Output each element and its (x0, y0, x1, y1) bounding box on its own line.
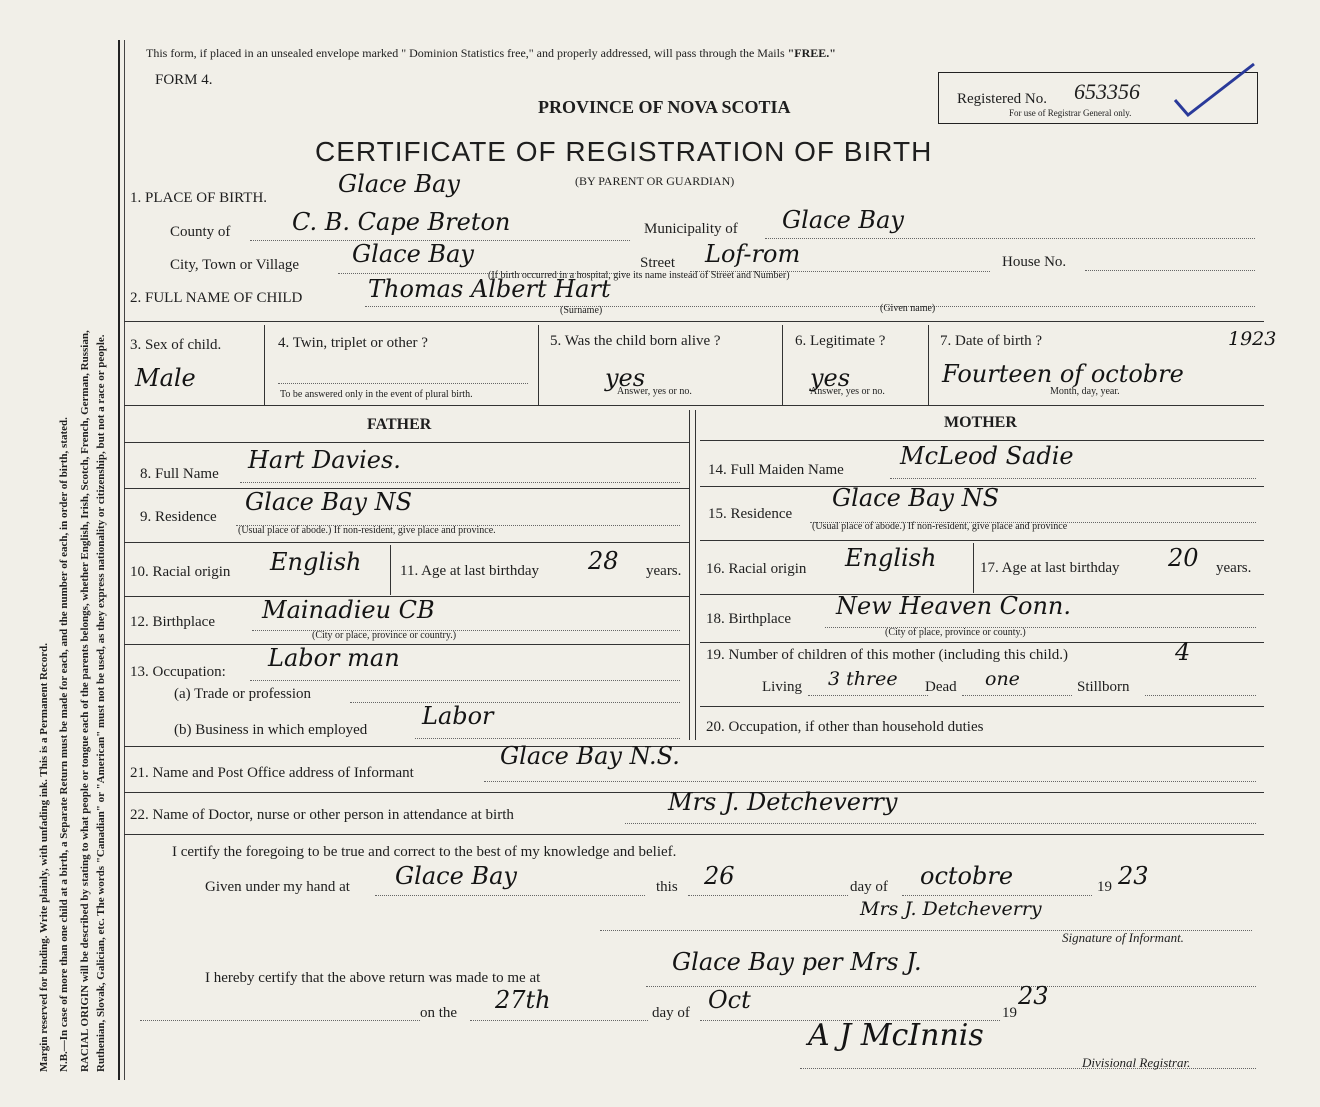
check-mark-icon (1170, 60, 1260, 120)
father-age-unit: years. (646, 563, 682, 579)
stillborn-line (1145, 695, 1256, 696)
col-divider-3 (782, 325, 783, 405)
sex-value: Male (135, 364, 196, 392)
day-of-label: day of (850, 879, 888, 895)
registrar-year-value: 23 (1018, 982, 1049, 1010)
father-residence-value: Glace Bay NS (245, 488, 413, 516)
given-at-label: Given under my hand at (205, 879, 350, 895)
twin-note: To be answered only in the event of plural birth. (280, 389, 473, 400)
twin-line (278, 383, 528, 384)
father-residence-label: 9. Residence (140, 509, 217, 525)
registrar-caption: Divisional Registrar. (1082, 1055, 1191, 1070)
father-residence-note: (Usual place of abode.) If non-resident, give place and province. (238, 525, 496, 536)
rule-after-row3 (124, 405, 1264, 406)
dead-value: one (985, 668, 1020, 690)
child-name-value: Thomas Albert Hart (368, 275, 611, 303)
child-name-line (365, 306, 1255, 307)
living-line (808, 695, 928, 696)
form-number: FORM 4. (155, 72, 213, 88)
mother-birthplace-value: New Heaven Conn. (836, 592, 1072, 620)
mother-race-value: English (845, 544, 937, 572)
business-line (415, 738, 680, 739)
doctor-label: 22. Name of Doctor, nurse or other person in attendance at birth (130, 807, 514, 823)
mail-free: "FREE." (787, 46, 836, 60)
alive-note: Answer, yes or no. (617, 386, 692, 397)
given-place-value: Glace Bay (395, 862, 517, 890)
house-line (1085, 270, 1255, 271)
col-divider-1 (264, 325, 265, 405)
father-row9-rule (124, 542, 689, 543)
father-occupation-line (250, 680, 680, 681)
given-year-value: 23 (1118, 862, 1149, 890)
day-line (688, 895, 848, 896)
col-divider-2 (538, 325, 539, 405)
margin-note-1: Margin reserved for binding. Write plainly, with unfading ink. This is a Permanent Record. (38, 643, 50, 1072)
mail-notice-text: This form, if placed in an unsealed envelope marked " Dominion Statistics free," and properly addressed, will pass through the Mails (146, 46, 785, 60)
margin-note-2: N.B.—In case of more than one child at a birth, a Separate Return must be made for each, and the number of each, in order of birth, stated. (58, 417, 70, 1072)
parent-divider-b (695, 410, 696, 740)
municipality-line (765, 238, 1255, 239)
registrar-use-note: For use of Registrar General only. (1009, 108, 1132, 118)
county-value: C. B. Cape Breton (292, 208, 511, 236)
informant-value: Glace Bay N.S. (500, 742, 680, 770)
house-label: House No. (1002, 254, 1067, 270)
month-line (902, 895, 1092, 896)
father-name-line (240, 482, 680, 483)
business-value: Labor (422, 702, 494, 730)
margin-note-3: RACIAL ORIGIN will be described by stating to what people or tongue each of the parents belongs, whether English, Irish, Scotch, French, German, Russian, (79, 330, 91, 1072)
sex-label: 3. Sex of child. (130, 337, 222, 353)
hospital-note: (If birth occurred in a hospital, give its name instead of Street and Number) (488, 270, 790, 281)
alive-label: 5. Was the child born alive ? (550, 333, 721, 349)
county-label: County of (170, 224, 231, 240)
registrar-statement: I hereby certify that the above return was made to me at (205, 970, 541, 986)
father-birthplace-label: 12. Birthplace (130, 614, 215, 630)
rule-after-parents (124, 746, 1264, 747)
legitimate-value: yes (810, 364, 851, 392)
father-occupation-label: 13. Occupation: (130, 664, 226, 680)
registrar-date-line (140, 1020, 420, 1021)
alive-value: yes (605, 364, 646, 392)
father-name-value: Hart Davies. (248, 446, 401, 474)
father-row12-rule (124, 644, 689, 645)
mother-age-label: 17. Age at last birthday (980, 560, 1120, 576)
parent-divider-a (689, 410, 690, 740)
registrar-day-line (470, 1020, 648, 1021)
living-value: 3 three (828, 668, 898, 690)
mother-residence-label: 15. Residence (708, 506, 793, 522)
father-heading: FATHER (367, 416, 432, 433)
province-heading: PROVINCE OF NOVA SCOTIA (538, 97, 791, 117)
registrar-year-prefix: 19 (1002, 1005, 1017, 1021)
informant-signature-caption: Signature of Informant. (1062, 930, 1184, 945)
twin-label: 4. Twin, triplet or other ? (278, 335, 428, 351)
registrar-month-value: Oct (708, 986, 751, 1014)
doctor-line (625, 823, 1256, 824)
father-age-value: 28 (588, 547, 619, 575)
mother-row15-rule (700, 540, 1264, 541)
given-day-value: 26 (704, 862, 735, 890)
rule-after-doctor (124, 834, 1264, 835)
given-place-line (375, 895, 645, 896)
mother-age-value: 20 (1168, 544, 1199, 572)
margin-note-4: Ruthenian, Slovak, Galician, etc. The words "Canadian" or "American" must not be used, as they express nationality or citizenship, but not a race or people. (95, 334, 107, 1072)
father-race-value: English (270, 548, 362, 576)
city-label: City, Town or Village (170, 257, 300, 273)
father-birthplace-value: Mainadieu CB (262, 596, 435, 624)
registrar-place-value: Glace Bay per Mrs J. (672, 948, 922, 976)
legitimate-label: 6. Legitimate ? (795, 333, 886, 349)
municipality-label: Municipality of (644, 221, 738, 237)
mother-heading: MOTHER (944, 414, 1017, 431)
dead-label: Dead (925, 679, 957, 695)
given-name-caption: (Given name) (880, 303, 936, 314)
mother-name-value: McLeod Sadie (900, 442, 1074, 470)
father-name-label: 8. Full Name (140, 466, 219, 482)
col-divider-4 (928, 325, 929, 405)
given-month-value: octobre (920, 862, 1014, 890)
children-count-value: 4 (1175, 638, 1191, 666)
rule-after-name (124, 321, 1264, 322)
dob-note: Month, day, year. (1050, 386, 1120, 397)
mother-name-line (890, 478, 1256, 479)
doctor-value: Mrs J. Detcheverry (668, 788, 898, 816)
registered-label: Registered No. (957, 91, 1047, 107)
mother-birthplace-note: (City of place, province or county.) (885, 627, 1026, 638)
dob-label: 7. Date of birth ? (940, 333, 1043, 349)
father-birthplace-note: (City or place, province or country.) (312, 630, 457, 641)
street-label: Street (640, 255, 675, 271)
mother-row19-rule (700, 706, 1264, 707)
mother-age-unit: years. (1216, 560, 1252, 576)
on-the-label: on the (420, 1005, 458, 1021)
trade-label: (a) Trade or profession (174, 686, 312, 702)
mother-heading-rule (700, 440, 1264, 441)
street-value: Lof-rom (705, 240, 801, 268)
dob-value: Fourteen of octobre (942, 360, 1184, 388)
father-occupation-value: Labor man (268, 644, 400, 672)
certificate-subtitle: (BY PARENT OR GUARDIAN) (575, 174, 735, 188)
father-age-label: 11. Age at last birthday (400, 563, 539, 579)
municipality-value: Glace Bay (782, 206, 904, 234)
mother-residence-value: Glace Bay NS (832, 484, 1000, 512)
this-label: this (656, 879, 678, 895)
certify-statement: I certify the foregoing to be true and correct to the best of my knowledge and belief. (172, 844, 677, 860)
father-heading-rule (124, 442, 689, 443)
mother-birthplace-label: 18. Birthplace (706, 611, 791, 627)
margin-rule (118, 40, 120, 1080)
stillborn-label: Stillborn (1077, 679, 1130, 695)
registrar-signature: A J McInnis (808, 1018, 984, 1053)
registered-number: 653356 (1074, 79, 1140, 104)
father-race-label: 10. Racial origin (130, 564, 231, 580)
given-year-prefix: 19 (1097, 879, 1112, 895)
dob-year: 1923 (1228, 328, 1277, 350)
registrar-day-value: 27th (495, 986, 551, 1014)
registrar-day-of-label: day of (652, 1005, 690, 1021)
place-of-birth-value: Glace Bay (338, 170, 460, 198)
children-count-label: 19. Number of children of this mother (including this child.) (706, 647, 1069, 663)
dead-line (962, 695, 1072, 696)
mother-race-divider (973, 543, 974, 593)
mail-notice (146, 46, 836, 61)
mother-name-label: 14. Full Maiden Name (708, 462, 844, 478)
place-of-birth-label: 1. PLACE OF BIRTH. (130, 190, 268, 206)
surname-caption: (Surname) (560, 305, 603, 316)
trade-line (350, 702, 680, 703)
mother-occupation-label: 20. Occupation, if other than household duties (706, 719, 984, 735)
child-name-label: 2. FULL NAME OF CHILD (130, 290, 303, 306)
mother-race-label: 16. Racial origin (706, 561, 807, 577)
margin-rule-inner (124, 40, 125, 1080)
informant-signature: Mrs J. Detcheverry (860, 898, 1042, 920)
mother-residence-note: (Usual place of abode.) If non-resident, give place and province (812, 521, 1068, 532)
father-race-divider (390, 545, 391, 595)
informant-line (484, 781, 1256, 782)
informant-label: 21. Name and Post Office address of Informant (130, 765, 414, 781)
living-label: Living (762, 679, 802, 695)
city-value: Glace Bay (352, 240, 474, 268)
certificate-title: CERTIFICATE OF REGISTRATION OF BIRTH (315, 136, 933, 167)
legitimate-note: Answer, yes or no. (810, 386, 885, 397)
business-label: (b) Business in which employed (174, 722, 368, 738)
